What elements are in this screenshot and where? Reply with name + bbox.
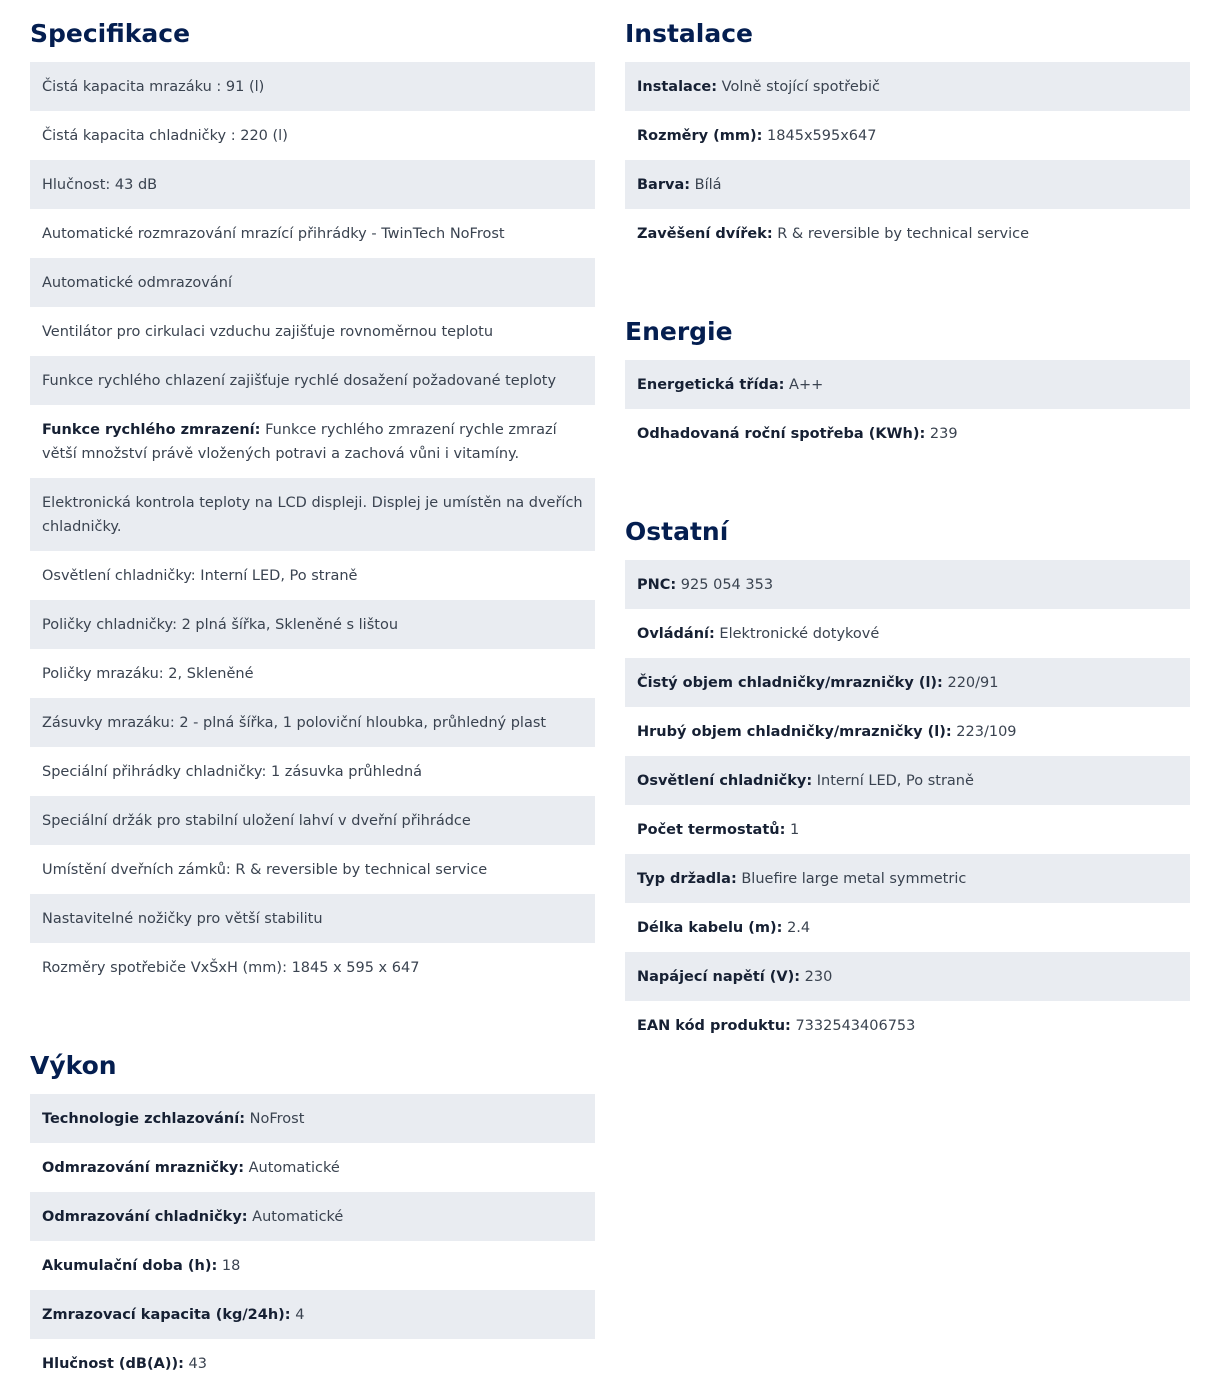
spec-label: PNC:	[637, 577, 677, 593]
spec-row	[30, 1192, 595, 1241]
spec-label: Ovládání:	[637, 626, 715, 642]
spec-value: Automatické	[247, 1209, 344, 1225]
spec-value: 220/91	[942, 675, 999, 691]
spec-value: Nastavitelné nožičky pro větší stabilitu	[42, 911, 323, 927]
section-spacer	[625, 258, 1190, 298]
spec-row	[625, 609, 1190, 658]
ostatni-list	[625, 560, 1190, 1050]
spec-value: Speciální přihrádky chladničky: 1 zásuvka průhledná	[42, 764, 423, 780]
spec-label: EAN kód produktu:	[637, 1018, 791, 1034]
spec-row	[625, 756, 1190, 805]
spec-value: Bílá	[690, 177, 722, 193]
spec-value: R & reversible by technical service	[772, 226, 1030, 242]
spec-label: Napájecí napětí (V):	[637, 969, 801, 985]
spec-value: 223/109	[951, 724, 1017, 740]
spec-value: Funkce rychlého chlazení zajišťuje rychlé dosažení požadované teploty	[42, 373, 557, 389]
spec-row	[30, 1241, 595, 1290]
section-title-instalace: Instalace	[625, 19, 754, 48]
spec-row	[625, 560, 1190, 609]
spec-label: Odmrazování chladničky:	[42, 1209, 248, 1225]
section-spacer	[625, 458, 1190, 498]
spec-row	[625, 409, 1190, 458]
spec-row	[625, 209, 1190, 258]
spec-row	[30, 160, 595, 209]
spec-value: Zásuvky mrazáku: 2 - plná šířka, 1 poloviční hloubka, průhledný plast	[42, 715, 547, 731]
spec-value: 230	[800, 969, 833, 985]
spec-value: Bluefire large metal symmetric	[736, 871, 967, 887]
spec-row	[625, 707, 1190, 756]
spec-row	[30, 1143, 595, 1192]
spec-value: Volně stojící spotřebič	[717, 79, 880, 95]
spec-label: Akumulační doba (h):	[42, 1258, 218, 1274]
spec-value: Čistá kapacita chladničky : 220 (l)	[42, 128, 288, 144]
spec-row	[625, 62, 1190, 111]
spec-label: Hlučnost (dB(A)):	[42, 1356, 184, 1372]
spec-label: Osvětlení chladničky:	[637, 773, 813, 789]
spec-label: Odhadovaná roční spotřeba (KWh):	[637, 426, 926, 442]
specifikace-list	[30, 62, 595, 992]
spec-label: Počet termostatů:	[637, 822, 786, 838]
spec-row	[625, 952, 1190, 1001]
spec-value: A++	[784, 377, 824, 393]
spec-row	[625, 1001, 1190, 1050]
spec-value: Rozměry spotřebiče VxŠxH (mm): 1845 x 595 x 647	[42, 960, 420, 976]
spec-value: Automatické	[244, 1160, 340, 1176]
spec-row	[30, 796, 595, 845]
spec-row	[30, 894, 595, 943]
spec-row	[30, 747, 595, 796]
spec-value: 1845x595x647	[762, 128, 877, 144]
spec-value: 925 054 353	[676, 577, 774, 593]
spec-row	[625, 160, 1190, 209]
spec-value: Automatické odmrazování	[42, 275, 232, 291]
spec-label: Barva:	[637, 177, 691, 193]
spec-row	[30, 405, 595, 478]
spec-row	[30, 600, 595, 649]
spec-row	[625, 805, 1190, 854]
spec-value: 239	[925, 426, 958, 442]
spec-row	[30, 62, 595, 111]
right-column	[625, 0, 1190, 1050]
spec-value: Automatické rozmrazování mrazící přihrádky - TwinTech NoFrost	[42, 226, 505, 242]
vykon-list	[30, 1094, 595, 1388]
spec-row	[625, 111, 1190, 160]
spec-row	[30, 845, 595, 894]
spec-value: Umístění dveřních zámků: R & reversible by technical service	[42, 862, 488, 878]
instalace-list	[625, 62, 1190, 258]
section-spacer	[30, 992, 595, 1032]
spec-value: 4	[290, 1307, 305, 1323]
section-title-vykon: Výkon	[30, 1051, 117, 1080]
spec-row	[625, 658, 1190, 707]
section-title-energie: Energie	[625, 317, 733, 346]
spec-label: Rozměry (mm):	[637, 128, 763, 144]
section-title-ostatni: Ostatní	[625, 517, 729, 546]
spec-value: NoFrost	[245, 1111, 305, 1127]
spec-label: Typ držadla:	[637, 871, 737, 887]
spec-label: Odmrazování mrazničky:	[42, 1160, 244, 1176]
spec-value: Hlučnost: 43 dB	[42, 177, 158, 193]
spec-label: Zavěšení dvířek:	[637, 226, 773, 242]
spec-row	[30, 551, 595, 600]
spec-row	[30, 356, 595, 405]
spec-label: Instalace:	[637, 79, 718, 95]
left-column	[30, 0, 595, 1388]
spec-row	[30, 1290, 595, 1339]
spec-value: Elektronická kontrola teploty na LCD displeji. Displej je umístěn na dveřích chladničky.	[42, 495, 583, 535]
spec-row	[30, 943, 595, 992]
spec-row	[30, 698, 595, 747]
spec-label: Funkce rychlého zmrazení:	[42, 422, 261, 438]
spec-value: 7332543406753	[790, 1018, 916, 1034]
spec-row	[625, 360, 1190, 409]
spec-label: Technologie zchlazování:	[42, 1111, 246, 1127]
spec-value: Funkce rychlého zmrazení rychle zmrazí větší množství právě vložených potravi a zachová vůni i vitamíny.	[42, 422, 557, 462]
spec-row	[30, 258, 595, 307]
spec-label: Hrubý objem chladničky/mrazničky (l):	[637, 724, 952, 740]
spec-row	[30, 649, 595, 698]
spec-row	[30, 1339, 595, 1388]
spec-label: Délka kabelu (m):	[637, 920, 783, 936]
spec-value: Čistá kapacita mrazáku : 91 (l)	[42, 79, 265, 95]
spec-value: Speciální držák pro stabilní uložení lahví v dveřní přihrádce	[42, 813, 471, 829]
spec-value: Ventilátor pro cirkulaci vzduchu zajišťuje rovnoměrnou teplotu	[42, 324, 494, 340]
spec-value: Interní LED, Po straně	[812, 773, 974, 789]
spec-value: Elektronické dotykové	[714, 626, 880, 642]
spec-value: Poličky chladničky: 2 plná šířka, Skleněné s lištou	[42, 617, 399, 633]
spec-value: 1	[785, 822, 800, 838]
spec-value: 2.4	[782, 920, 811, 936]
spec-row	[30, 111, 595, 160]
spec-value: Osvětlení chladničky: Interní LED, Po straně	[42, 568, 358, 584]
spec-row	[30, 478, 595, 551]
spec-value: 18	[217, 1258, 241, 1274]
spec-label: Energetická třída:	[637, 377, 785, 393]
spec-label: Zmrazovací kapacita (kg/24h):	[42, 1307, 291, 1323]
spec-row	[30, 1094, 595, 1143]
energie-list	[625, 360, 1190, 458]
spec-row	[625, 903, 1190, 952]
spec-row	[30, 307, 595, 356]
spec-value: 43	[183, 1356, 207, 1372]
section-title-specifikace: Specifikace	[30, 19, 191, 48]
spec-label: Čistý objem chladničky/mrazničky (l):	[637, 675, 943, 691]
spec-row	[30, 209, 595, 258]
spec-value: Poličky mrazáku: 2, Skleněné	[42, 666, 254, 682]
spec-row	[625, 854, 1190, 903]
